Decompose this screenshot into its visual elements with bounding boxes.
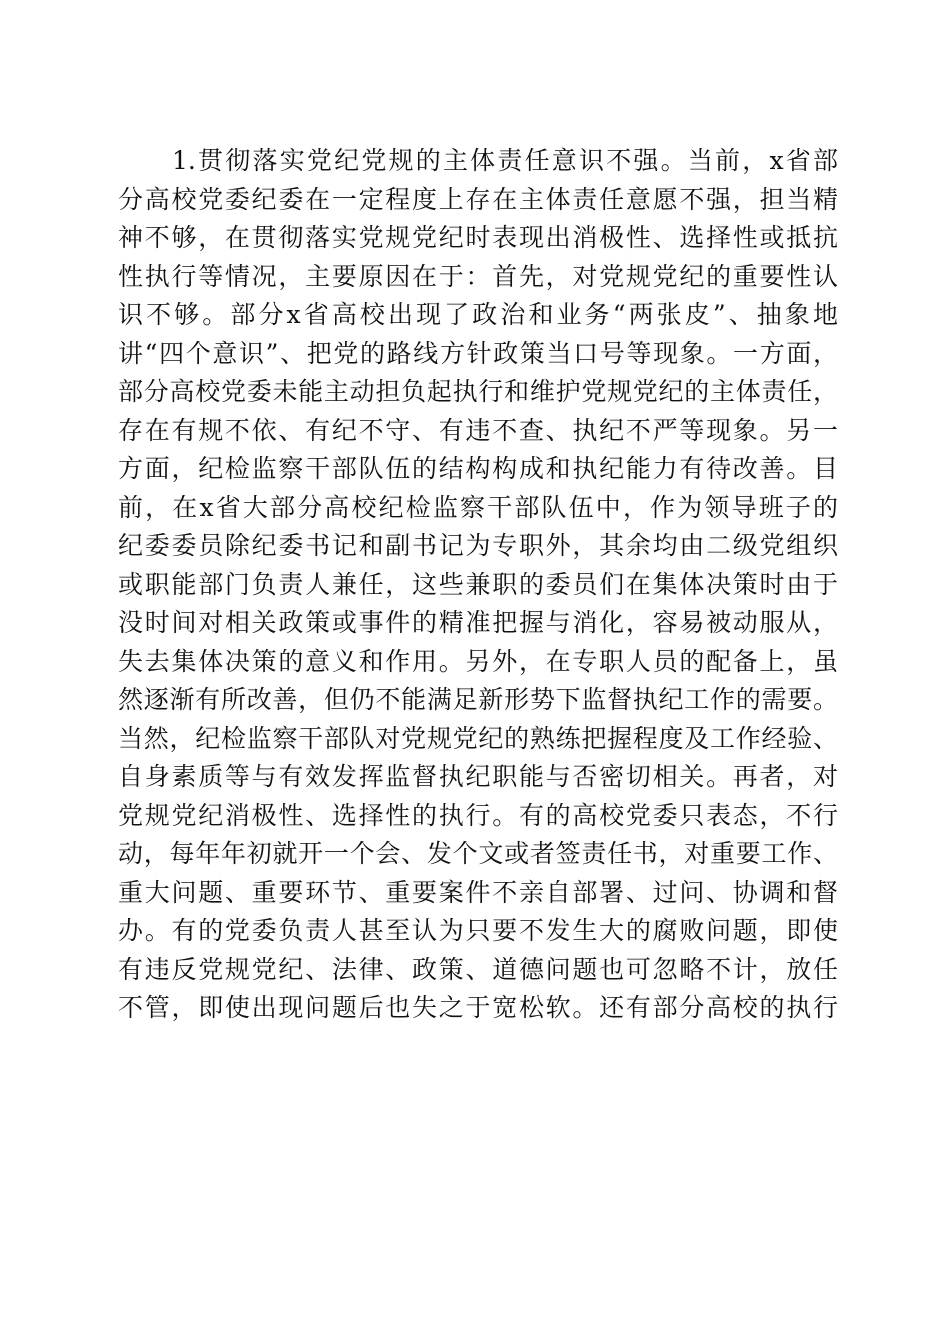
paragraph-line: 方面，纪检监察干部队伍的结构构成和执纪能力有待改善。目 — [118, 454, 838, 483]
paragraph-line: 办。有的党委负责人甚至认为只要不发生大的腐败问题，即使 — [118, 916, 838, 945]
paragraph-line: 党规党纪消极性、选择性的执行。有的高校党委只表态，不行 — [118, 800, 838, 830]
paragraph-line: 动，每年年初就开一个会、发个文或者签责任书，对重要工作、 — [118, 839, 838, 868]
paragraph-line: 有违反党规党纪、法律、政策、道德问题也可忽略不计，放任 — [118, 954, 838, 984]
paragraph-line: 1.贯彻落实党纪党规的主体责任意识不强。当前，x省部 — [172, 146, 838, 175]
paragraph-line: 性执行等情况，主要原因在于：首先，对党规党纪的重要性认 — [118, 261, 838, 291]
paragraph-line: 存在有规不依、有纪不守、有违不查、执纪不严等现象。另一 — [118, 415, 838, 445]
paragraph-line: 没时间对相关政策或事件的精准把握与消化，容易被动服从， — [118, 608, 838, 637]
paragraph-line: 讲“四个意识”、把党的路线方针政策当口号等现象。一方面， — [118, 338, 838, 368]
paragraph-line: 重大问题、重要环节、重要案件不亲自部署、过问、协调和督 — [118, 877, 838, 907]
paragraph-line: 当然，纪检监察干部队对党规党纪的熟练把握程度及工作经验、 — [118, 723, 838, 753]
paragraph-line: 不管，即使出现问题后也失之于宽松软。还有部分高校的执行 — [118, 993, 838, 1022]
paragraph-line: 神不够，在贯彻落实党规党纪时表现出消极性、选择性或抵抗 — [118, 223, 838, 252]
paragraph-line: 分高校党委纪委在一定程度上存在主体责任意愿不强，担当精 — [118, 184, 838, 214]
paragraph-line: 纪委委员除纪委书记和副书记为专职外，其余均由二级党组织 — [118, 531, 838, 560]
paragraph-line: 然逐渐有所改善，但仍不能满足新形势下监督执纪工作的需要。 — [118, 685, 838, 714]
paragraph-line: 识不够。部分x省高校出现了政治和业务“两张皮”、抽象地 — [118, 300, 838, 329]
body-paragraph — [118, 142, 838, 1028]
paragraph-line: 前，在x省大部分高校纪检监察干部队伍中，作为领导班子的 — [118, 492, 838, 522]
paragraph-line: 或职能部门负责人兼任，这些兼职的委员们在集体决策时由于 — [118, 569, 838, 599]
paragraph-line: 部分高校党委未能主动担负起执行和维护党规党纪的主体责任， — [118, 377, 838, 406]
paragraph-line: 失去集体决策的意义和作用。另外，在专职人员的配备上，虽 — [118, 646, 838, 676]
paragraph-line: 自身素质等与有效发挥监督执纪职能与否密切相关。再者，对 — [118, 762, 838, 791]
